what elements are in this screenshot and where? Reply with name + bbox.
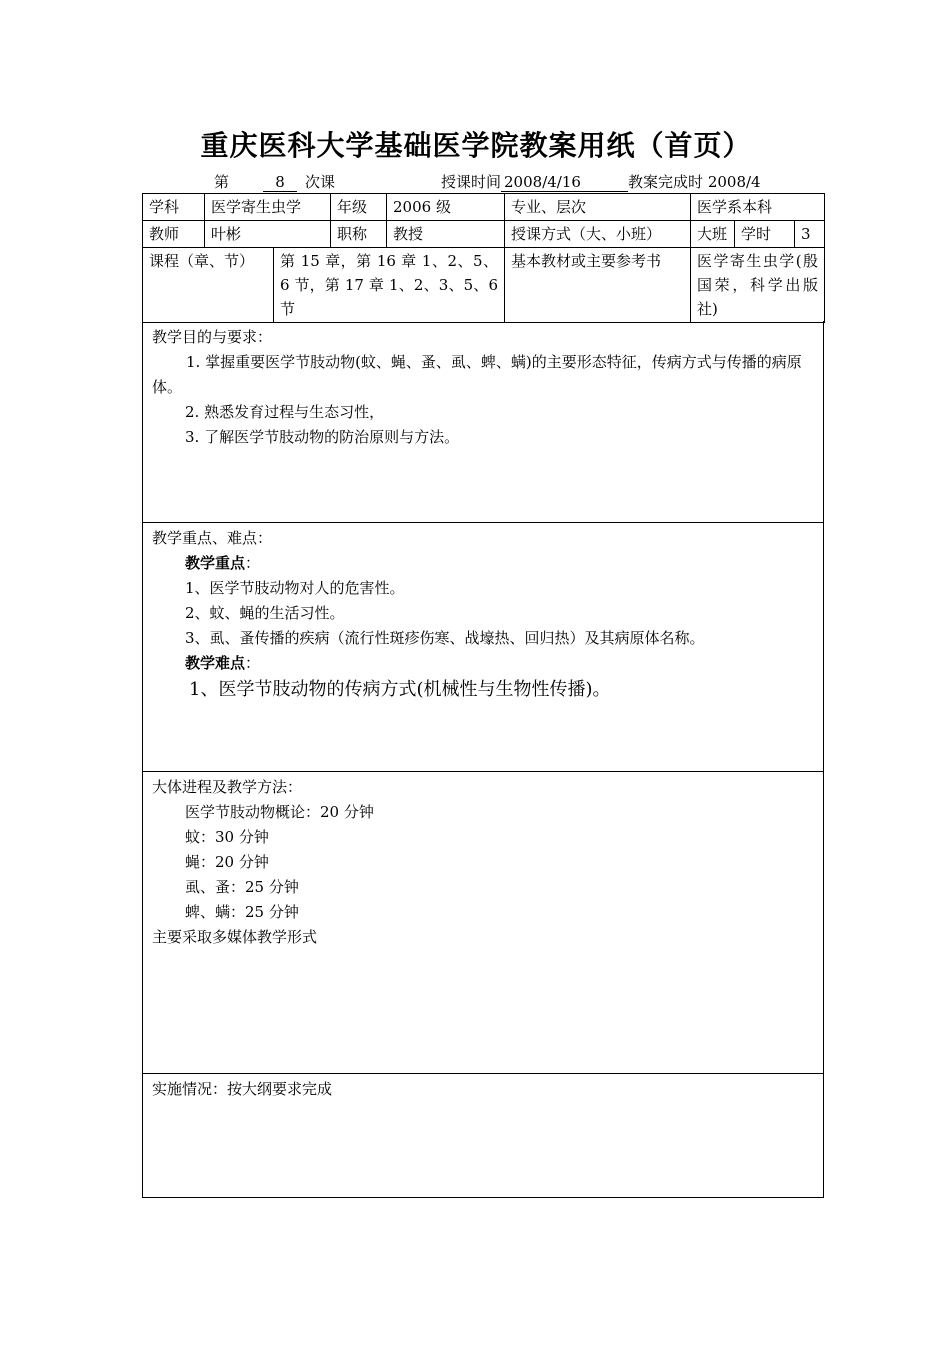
goals-heading: 教学目的与要求： xyxy=(152,328,273,346)
subject-value: 医学寄生虫学 xyxy=(205,194,331,221)
subject-label: 学科 xyxy=(143,194,205,221)
teacher-label: 教师 xyxy=(143,221,205,248)
major-label: 专业、层次 xyxy=(505,194,691,221)
key-point-item: 2、蚊、蝇的生活习性。 xyxy=(185,604,345,622)
lesson-prefix: 第 xyxy=(214,173,230,191)
progress-item: 虱、蚤：25 分钟 xyxy=(185,878,299,896)
teaching-mode-label: 授课方式（大、小班） xyxy=(505,221,691,248)
info-table xyxy=(142,193,825,323)
difficulty-item: 1、医学节肢动物的传病方式(机械性与生物性传播)。 xyxy=(189,679,611,700)
key-points-section xyxy=(142,522,824,772)
teaching-method: 主要采取多媒体教学形式 xyxy=(152,928,318,946)
completion-value: 2008/4 xyxy=(707,173,761,191)
textbook-value: 医学寄生虫学(殷国荣，科学出版社) xyxy=(691,248,825,323)
progress-item: 蚊：30 分钟 xyxy=(185,828,269,846)
lesson-time-label: 授课时间 xyxy=(441,173,502,191)
chapter-label: 课程（章、节） xyxy=(143,248,274,323)
grade-label: 年级 xyxy=(331,194,387,221)
page-title: 重庆医科大学基础医学院教案用纸（首页） xyxy=(200,129,752,162)
major-value: 医学系本科 xyxy=(691,194,825,221)
lesson-number-line xyxy=(214,171,335,192)
implementation-text: 实施情况：按大纲要求完成 xyxy=(152,1080,333,1098)
difficulty-subheading: 教学难点： xyxy=(185,654,261,672)
lesson-time-line xyxy=(441,171,761,192)
goal-item-1: 1. 掌握重要医学节肢动物(蚊、蝇、蚤、虱、蜱、螨)的主要形态特征，传病方式与传播的病原体。 xyxy=(152,353,802,396)
completion-label: 教案完成时 xyxy=(628,173,704,191)
table-row xyxy=(143,194,825,221)
key-points-subheading: 教学重点： xyxy=(185,554,261,572)
progress-heading: 大体进程及教学方法： xyxy=(152,778,303,796)
lesson-suffix: 次课 xyxy=(305,173,336,191)
goal-item-3: 3. 了解医学节肢动物的防治原则与方法。 xyxy=(185,428,460,446)
chapter-value: 第 15 章，第 16 章 1、2、5、6 节，第 17 章 1、2、3、5、6 节 xyxy=(274,248,505,323)
table-row xyxy=(143,248,825,323)
progress-item: 蜱、螨：25 分钟 xyxy=(185,903,299,921)
table-row xyxy=(143,221,825,248)
textbook-label: 基本教材或主要参考书 xyxy=(505,248,691,323)
rank-value: 教授 xyxy=(387,221,505,248)
hours-label: 学时 xyxy=(735,221,795,248)
lesson-number: 8 xyxy=(263,174,297,192)
hours-value: 3 xyxy=(795,221,825,248)
key-point-item: 1、医学节肢动物对人的危害性。 xyxy=(185,579,405,597)
teacher-value: 叶彬 xyxy=(205,221,331,248)
key-point-item: 3、虱、蚤传播的疾病（流行性斑疹伤寒、战壕热、回归热）及其病原体名称。 xyxy=(185,629,705,647)
grade-value: 2006 级 xyxy=(387,194,505,221)
progress-item: 医学节肢动物概论：20 分钟 xyxy=(185,803,374,821)
lesson-time-value: 2008/4/16 xyxy=(501,174,628,192)
progress-section xyxy=(142,771,824,1074)
implementation-section xyxy=(142,1073,824,1198)
keypoints-heading: 教学重点、难点： xyxy=(152,529,273,547)
teaching-mode-value: 大班 xyxy=(691,221,735,248)
rank-label: 职称 xyxy=(331,221,387,248)
progress-item: 蝇：20 分钟 xyxy=(185,853,269,871)
goal-item-2: 2. 熟悉发育过程与生态习性， xyxy=(185,403,385,421)
teaching-goals-section xyxy=(142,321,824,523)
